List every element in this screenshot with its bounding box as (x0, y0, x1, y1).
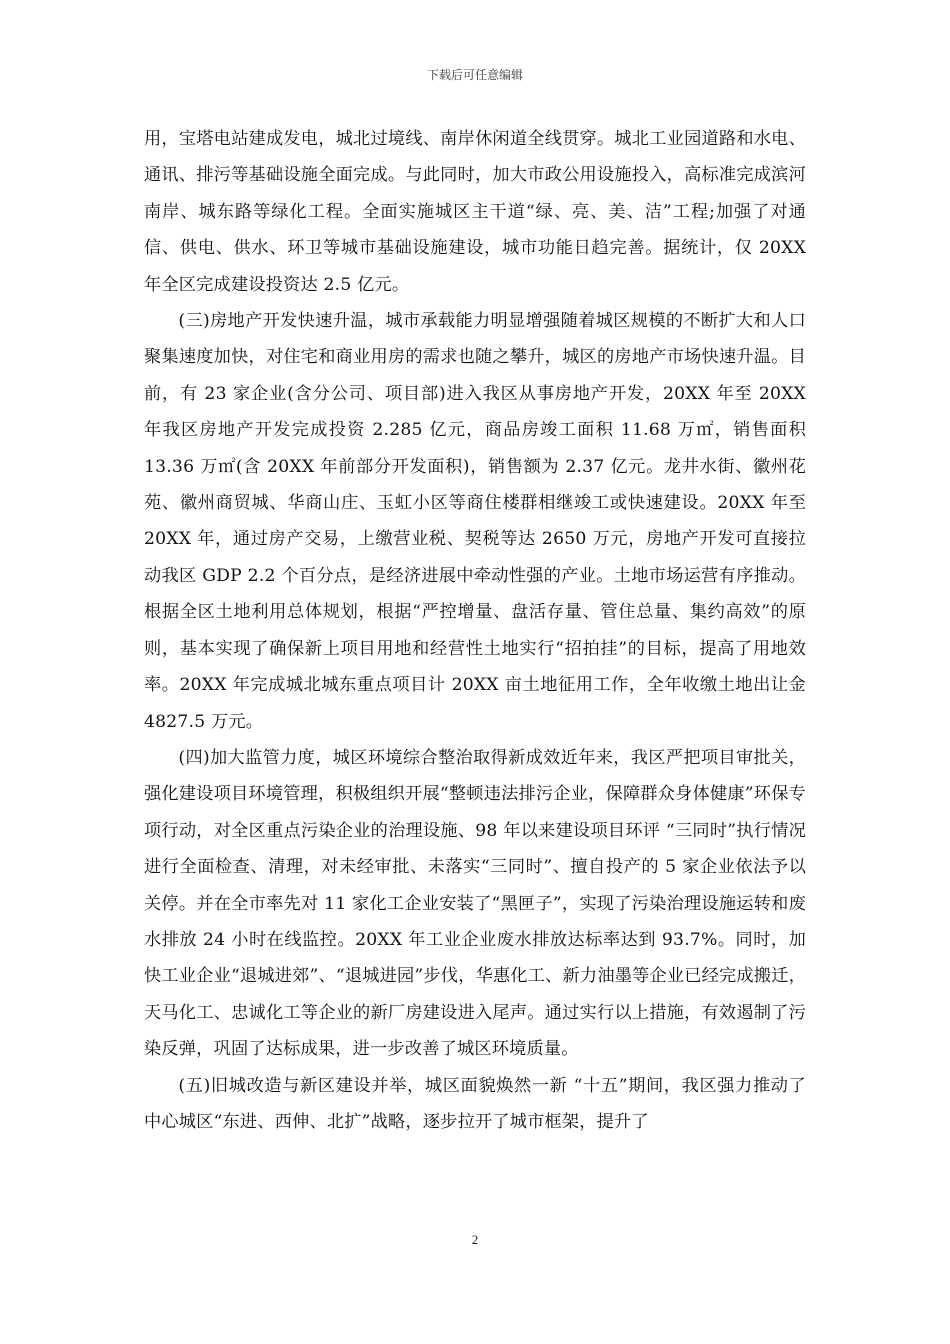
page-number: 2 (471, 1232, 479, 1247)
paragraph-environment: (四)加大监管力度，城区环境综合整治取得新成效近年来，我区严把项目审批关，强化建设项目环境管理，积极组织开展“整顿违法排污企业，保障群众身体健康”环保专项行动，对全区重点污染企业的治理设施、98 年以来建设项目环评 “三同时”执行情况进行全面检查、清理，对未经审批、未落实“三同时”、擅自投产的 5 家企业依法予以关停。并在全市率先对 11 家化工企业安装了“黑匣子”，实现了污染治理设施运转和废水排放 24 小时在线监控。20XX 年工业企业废水排放达标率达到 93.7%。同时，加快工业企业“退城进郊”、“退城进园”步伐，华惠化工、新力油墨等企业已经完成搬迁，天马化工、忠诚化工等企业的新厂房建设进入尾声。通过实行以上措施，有效遏制了污染反弹，巩固了达标成果，进一步改善了城区环境质量。 (144, 747, 806, 1060)
paragraph-real-estate: (三)房地产开发快速升温，城市承载能力明显增强随着城区规模的不断扩大和人口聚集速度加快，对住宅和商业用房的需求也随之攀升，城区的房地产市场快速升温。目前，有 23 家企业(含分公司、项目部)进入我区从事房地产开发，20XX 年至 20XX 年我区房地产开发完成投资 2.285 亿元，商品房竣工面积 11.68 万㎡，销售面积 13.36 万㎡(含 20XX 年前部分开发面积)，销售额为 2.37 亿元。龙井水街、徽州花苑、徽州商贸城、华商山庄、玉虹小区等商住楼群相继竣工或快速建设。20XX 年至 20XX 年，通过房产交易，上缴营业税、契税等达 2650 万元，房地产开发可直接拉动我区 GDP 2.2 个百分点，是经济进展中牵动性强的产业。土地市场运营有序推动。根据全区土地利用总体规划，根据“严控增量、盘活存量、管住总量、集约高效”的原则，基本实现了确保新上项目用地和经营性土地实行“招拍挂”的目标，提高了用地效率。20XX 年完成城北城东重点项目计 20XX 亩土地征用工作，全年收缴土地出让金 4827.5 万元。 (144, 311, 806, 732)
document-body (144, 121, 806, 1140)
paragraph-infrastructure: 用，宝塔电站建成发电，城北过境线、南岸休闲道全线贯穿。城北工业园道路和水电、通讯、排污等基础设施全面完成。与此同时，加大市政公用设施投入，高标准完成滨河南岸、城东路等绿化工程。全面实施城区主干道“绿、亮、美、洁”工程;加强了对通信、供电、供水、环卫等城市基础设施建设，城市功能日趋完善。据统计，仅 20XX 年全区完成建设投资达 2.5 亿元。 (144, 129, 806, 295)
page-header: 下载后可任意编辑 (426, 68, 523, 82)
paragraph-old-city-renewal: (五)旧城改造与新区建设并举，城区面貌焕然一新 “十五”期间，我区强力推动了中心城区“东进、西伸、北扩”战略，逐步拉开了城市框架，提升了 (144, 1075, 806, 1132)
